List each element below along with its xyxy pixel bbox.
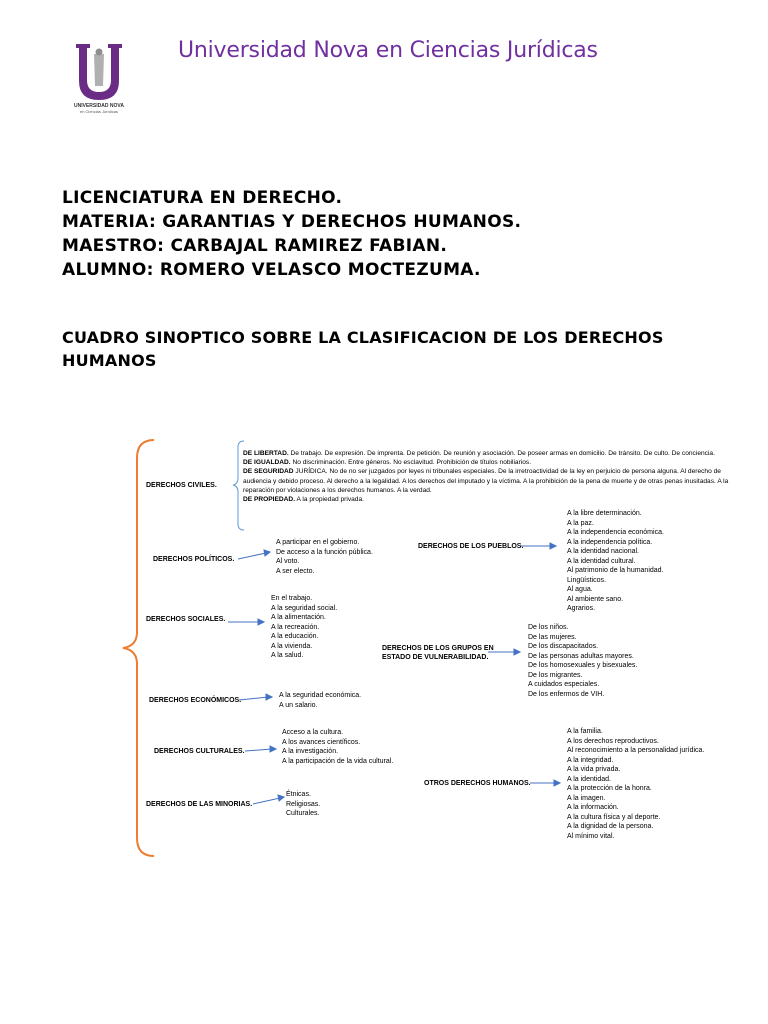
list-item: A la vida privada.	[567, 766, 621, 773]
list-item: A un salario.	[279, 701, 318, 709]
pueblos-list	[567, 509, 664, 614]
minorias-list	[286, 790, 320, 819]
subject-line: MATERIA: GARANTIAS Y DERECHOS HUMANOS.	[62, 212, 522, 232]
list-item: De los migrantes.	[528, 671, 583, 679]
list-item: A la educación.	[271, 633, 319, 640]
list-item: A la protección de la honra.	[567, 785, 652, 792]
label-derechos-politicos: DERECHOS POLÍTICOS.	[153, 556, 235, 563]
list-item: De acceso a la función pública.	[276, 548, 373, 556]
list-item: A la seguridad económica.	[279, 692, 362, 699]
list-item: A la identidad cultural.	[567, 557, 636, 565]
list-item: Al voto.	[276, 558, 300, 565]
list-item: Al reconocimiento a la personalidad jurídica.	[567, 747, 705, 754]
list-item: A la imagen.	[567, 794, 606, 802]
list-item: A los derechos reproductivos.	[567, 737, 659, 745]
topic-title: CUADRO SINOPTICO SOBRE LA CLASIFICACION DE LOS DERECHOS HUMANOS	[62, 328, 664, 370]
civiles-propiedad: DE PROPIEDAD. A la propiedad privada.	[243, 496, 364, 504]
teacher-line: MAESTRO: CARBAJAL RAMIREZ FABIAN.	[62, 236, 448, 256]
list-item: A la libre determinación.	[567, 510, 642, 517]
list-item: En el trabajo.	[271, 595, 313, 602]
list-item: A los avances científicos.	[282, 738, 361, 746]
list-item: De los discapacitados.	[528, 643, 599, 650]
grupos-list	[528, 623, 637, 699]
list-item: A cuidados especiales.	[528, 681, 600, 688]
list-item: Culturales.	[286, 810, 320, 817]
list-item: A la identidad nacional.	[567, 548, 639, 555]
civiles-libertad: DE LIBERTAD. De trabajo. De expresión. De imprenta. De petición. De reunión y asociación. De poseer armas en domicilio. De tránsito. De culto. De conciencia.	[243, 450, 715, 457]
main-bracket	[123, 440, 154, 856]
list-item: A participar en el gobierno.	[276, 539, 360, 546]
label-derechos-culturales: DERECHOS CULTURALES.	[154, 748, 245, 755]
list-item: A la alimentación.	[271, 614, 326, 621]
list-item: Acceso a la cultura.	[282, 729, 344, 736]
list-item: A la cultura física y al deporte.	[567, 813, 661, 821]
arrow-economicos	[239, 697, 268, 700]
list-item: A la recreación.	[271, 623, 320, 631]
otros-list	[567, 727, 704, 841]
list-item: A la familia.	[567, 728, 603, 735]
logo-caption-2: en Ciencias Jurídicas	[79, 109, 119, 114]
list-item: Al mínimo vital.	[567, 832, 615, 840]
university-title: Universidad Nova en Ciencias Jurídicas	[178, 38, 598, 63]
list-item: A la dignidad de la persona.	[567, 823, 654, 830]
arrow-culturales	[245, 749, 272, 751]
label-otros-derechos: OTROS DERECHOS HUMANOS.	[424, 780, 531, 787]
list-item: A la seguridad social.	[271, 604, 338, 612]
label-derechos-civiles: DERECHOS CIVILES.	[146, 482, 217, 489]
arrow-politicos	[238, 553, 266, 559]
list-item: A la independencia económica.	[567, 529, 664, 536]
label-derechos-grupos-vulnerables	[382, 644, 494, 662]
civiles-igualdad: DE IGUALDAD. No discriminación. Entre géneros. No esclavitud. Prohibición de títulos nobiliarios.	[243, 459, 532, 467]
list-item: Al patrimonio de la humanidad.	[567, 567, 664, 574]
list-item: De los niños.	[528, 624, 569, 631]
politicos-list	[276, 538, 373, 576]
list-item: Al ambiente sano.	[567, 595, 624, 603]
list-item: Religiosas.	[286, 800, 321, 808]
list-item: A la integridad.	[567, 756, 614, 764]
list-item: Lingüísticos.	[567, 576, 606, 584]
list-item: A la independencia política.	[567, 538, 653, 546]
list-item: Étnicas.	[286, 791, 311, 798]
list-item: A la identidad.	[567, 775, 611, 783]
student-line: ALUMNO: ROMERO VELASCO MOCTEZUMA.	[62, 260, 481, 280]
degree-line: LICENCIATURA EN DERECHO.	[62, 188, 343, 208]
list-item: Agrarios.	[567, 605, 596, 612]
culturales-list	[282, 728, 393, 766]
list-item: A la vivienda.	[271, 642, 313, 650]
label-derechos-pueblos: DERECHOS DE LOS PUEBLOS.	[418, 543, 524, 550]
sociales-list	[271, 594, 337, 661]
logo-caption-1: UNIVERSIDAD NOVA	[74, 103, 124, 109]
economicos-list	[279, 691, 361, 710]
civiles-seguridad: DE SEGURIDAD JURÍDICA. No de no ser juzgados por leyes ni tribunales especiales. De la irretroactividad de la ley en perjuicio de persona alguna. Al derecho de audiencia y debido proceso. Al derecho a la legalidad. A los derechos del imputado y la víctima. A la prohibición de la pena de muerte y de otras penas inusitadas. A la reparación por violaciones a los derechos humanos. A la verdad.	[243, 468, 729, 494]
list-item: De las personas adultas mayores.	[528, 652, 634, 660]
list-item: A la investigación.	[282, 748, 339, 755]
list-item: A la información.	[567, 804, 619, 811]
list-item: Al agua.	[567, 586, 593, 593]
label-derechos-economicos: DERECHOS ECONÓMICOS.	[149, 697, 242, 704]
list-item: A ser electo.	[276, 567, 315, 575]
label-derechos-sociales: DERECHOS SOCIALES.	[146, 616, 226, 623]
list-item: A la paz.	[567, 519, 594, 527]
label-derechos-minorias: DERECHOS DE LAS MINORIAS.	[146, 801, 253, 808]
list-item: De los homosexuales y bisexuales.	[528, 662, 638, 669]
list-item: De las mujeres.	[528, 633, 577, 641]
grupos-label-line-2: ESTADO DE VULNERABILIDAD.	[382, 654, 489, 661]
arrow-minorias	[253, 798, 280, 804]
list-item: A la salud.	[271, 652, 304, 659]
grupos-label-line-1: DERECHOS DE LOS GRUPOS EN	[382, 645, 494, 652]
list-item: A la participación de la vida cultural.	[282, 757, 394, 765]
civiles-details	[243, 449, 738, 504]
list-item: De los enfermos de VIH.	[528, 690, 605, 698]
